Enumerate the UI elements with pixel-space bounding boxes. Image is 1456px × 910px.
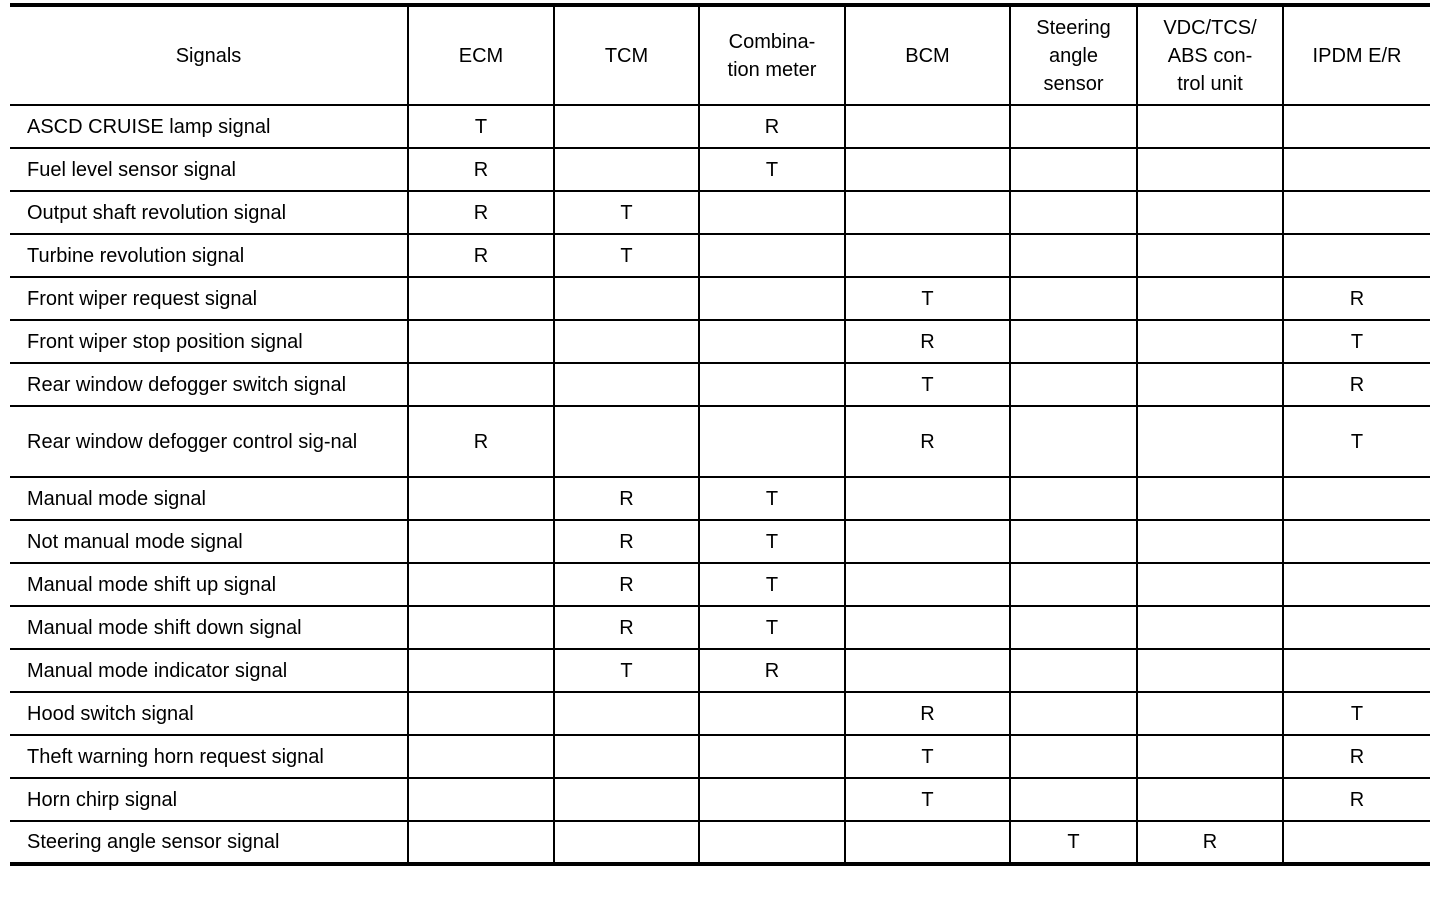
cell-bcm	[845, 105, 1010, 148]
cell-vdc	[1137, 148, 1283, 191]
cell-tcm	[554, 649, 699, 692]
role-ipdm: T	[1350, 430, 1364, 453]
signal-name: Output shaft revolution signal	[27, 201, 287, 224]
signal-name-cell	[10, 406, 408, 477]
cell-ecm	[408, 320, 554, 363]
header-steering-angle-sensor	[1010, 5, 1137, 105]
cell-ecm	[408, 148, 554, 191]
cell-meter	[699, 148, 845, 191]
cell-bcm	[845, 148, 1010, 191]
cell-steer	[1010, 649, 1137, 692]
signal-name-cell	[10, 191, 408, 234]
header-signals-line: Signals	[175, 44, 242, 67]
signal-name: Manual mode indicator signal	[27, 659, 288, 682]
cell-bcm	[845, 320, 1010, 363]
signal-name-cell	[10, 363, 408, 406]
header-steering-line-3: sensor	[1043, 72, 1104, 95]
cell-vdc	[1137, 477, 1283, 520]
cell-tcm	[554, 563, 699, 606]
table-row	[10, 277, 1430, 320]
cell-tcm	[554, 477, 699, 520]
cell-vdc	[1137, 606, 1283, 649]
signal-name: Rear window defogger control sig-nal	[27, 430, 358, 453]
header-bcm-line: BCM	[905, 44, 950, 67]
cell-ecm	[408, 563, 554, 606]
cell-ecm	[408, 606, 554, 649]
role-tcm: T	[620, 201, 633, 224]
cell-steer	[1010, 520, 1137, 563]
role-tcm: T	[620, 659, 633, 682]
header-vdc-line-2: ABS con-	[1167, 44, 1253, 67]
cell-ipdm	[1283, 148, 1430, 191]
cell-vdc	[1137, 821, 1283, 864]
cell-steer	[1010, 477, 1137, 520]
cell-ecm	[408, 406, 554, 477]
table-row	[10, 148, 1430, 191]
signal-name: Manual mode shift up signal	[27, 573, 277, 596]
cell-tcm	[554, 234, 699, 277]
cell-tcm	[554, 692, 699, 735]
signal-name-cell	[10, 692, 408, 735]
cell-steer	[1010, 406, 1137, 477]
table-row	[10, 649, 1430, 692]
header-ecm	[408, 5, 554, 105]
role-tcm: T	[620, 244, 633, 267]
role-bcm: R	[920, 702, 935, 725]
role-meter: T	[765, 530, 779, 553]
cell-meter	[699, 477, 845, 520]
role-ecm: T	[474, 115, 488, 138]
cell-steer	[1010, 692, 1137, 735]
table-row	[10, 735, 1430, 778]
signal-name-cell	[10, 649, 408, 692]
cell-steer	[1010, 148, 1137, 191]
cell-vdc	[1137, 277, 1283, 320]
signal-name-cell	[10, 563, 408, 606]
signal-name-cell	[10, 105, 408, 148]
header-combination-meter-line-2: tion meter	[727, 58, 817, 81]
cell-ecm	[408, 363, 554, 406]
cell-ecm	[408, 234, 554, 277]
cell-ipdm	[1283, 320, 1430, 363]
cell-ipdm	[1283, 191, 1430, 234]
cell-ipdm	[1283, 649, 1430, 692]
table-row	[10, 320, 1430, 363]
cell-ipdm	[1283, 406, 1430, 477]
cell-ecm	[408, 520, 554, 563]
cell-ecm	[408, 778, 554, 821]
role-ecm: R	[473, 430, 489, 453]
cell-steer	[1010, 563, 1137, 606]
cell-ipdm	[1283, 520, 1430, 563]
cell-steer	[1010, 735, 1137, 778]
signal-name: Turbine revolution signal	[27, 244, 245, 267]
can-signal-table	[10, 3, 1430, 866]
role-ipdm: T	[1350, 330, 1364, 353]
signal-name: ASCD CRUISE lamp signal	[27, 115, 271, 138]
cell-ipdm	[1283, 105, 1430, 148]
role-meter: R	[764, 659, 780, 682]
table-row	[10, 406, 1430, 477]
cell-steer	[1010, 277, 1137, 320]
cell-bcm	[845, 735, 1010, 778]
cell-tcm	[554, 520, 699, 563]
cell-tcm	[554, 277, 699, 320]
table-row	[10, 563, 1430, 606]
table-row	[10, 477, 1430, 520]
role-tcm: R	[619, 487, 634, 510]
cell-steer	[1010, 105, 1137, 148]
cell-vdc	[1137, 320, 1283, 363]
cell-ipdm	[1283, 778, 1430, 821]
header-vdc-line-1: VDC/TCS/	[1163, 16, 1257, 39]
signal-name-cell	[10, 477, 408, 520]
cell-steer	[1010, 821, 1137, 864]
role-ipdm: R	[1349, 287, 1365, 310]
cell-bcm	[845, 821, 1010, 864]
cell-meter	[699, 778, 845, 821]
signal-name-cell	[10, 234, 408, 277]
cell-steer	[1010, 320, 1137, 363]
cell-ipdm	[1283, 234, 1430, 277]
table-row	[10, 363, 1430, 406]
role-tcm: R	[619, 530, 634, 553]
header-ipdm-line: IPDM E/R	[1312, 44, 1402, 67]
cell-meter	[699, 277, 845, 320]
cell-bcm	[845, 606, 1010, 649]
header-ipdm-er	[1283, 5, 1430, 105]
cell-ipdm	[1283, 363, 1430, 406]
signal-name: Front wiper request signal	[27, 287, 258, 310]
cell-vdc	[1137, 234, 1283, 277]
cell-steer	[1010, 606, 1137, 649]
cell-ecm	[408, 477, 554, 520]
role-meter: R	[764, 115, 780, 138]
cell-meter	[699, 363, 845, 406]
role-steer: T	[1067, 831, 1080, 853]
signal-name: Fuel level sensor signal	[27, 158, 236, 181]
role-bcm: T	[921, 287, 934, 310]
cell-meter	[699, 320, 845, 363]
cell-ecm	[408, 692, 554, 735]
cell-meter	[699, 606, 845, 649]
cell-bcm	[845, 563, 1010, 606]
cell-bcm	[845, 520, 1010, 563]
cell-tcm	[554, 191, 699, 234]
signal-rows	[10, 105, 1430, 864]
cell-ipdm	[1283, 277, 1430, 320]
header-tcm	[554, 5, 699, 105]
role-bcm: T	[921, 373, 934, 396]
cell-ecm	[408, 277, 554, 320]
table-row	[10, 191, 1430, 234]
cell-ecm	[408, 821, 554, 864]
cell-ipdm	[1283, 563, 1430, 606]
role-ipdm: R	[1349, 745, 1365, 768]
cell-vdc	[1137, 191, 1283, 234]
cell-tcm	[554, 320, 699, 363]
cell-vdc	[1137, 406, 1283, 477]
cell-ipdm	[1283, 477, 1430, 520]
table-row	[10, 105, 1430, 148]
cell-bcm	[845, 406, 1010, 477]
cell-tcm	[554, 606, 699, 649]
role-ipdm: R	[1349, 788, 1365, 811]
cell-ipdm	[1283, 692, 1430, 735]
cell-bcm	[845, 234, 1010, 277]
cell-steer	[1010, 363, 1137, 406]
cell-meter	[699, 649, 845, 692]
cell-meter	[699, 234, 845, 277]
header-steering-line-1: Steering	[1036, 16, 1111, 39]
role-meter: T	[765, 573, 779, 596]
role-meter: T	[765, 487, 779, 510]
cell-ecm	[408, 735, 554, 778]
cell-meter	[699, 692, 845, 735]
header-tcm-line: TCM	[604, 44, 649, 67]
table-row	[10, 778, 1430, 821]
header-combination-meter	[699, 5, 845, 105]
cell-tcm	[554, 148, 699, 191]
header-signals	[10, 5, 408, 105]
header-ecm-line: ECM	[458, 44, 504, 67]
cell-vdc	[1137, 649, 1283, 692]
cell-ecm	[408, 649, 554, 692]
cell-bcm	[845, 692, 1010, 735]
role-ecm: R	[473, 244, 489, 267]
cell-ipdm	[1283, 606, 1430, 649]
role-meter: T	[765, 616, 779, 639]
role-bcm: R	[920, 430, 935, 453]
signal-name: Steering angle sensor signal	[27, 831, 280, 853]
cell-vdc	[1137, 520, 1283, 563]
signal-name: Manual mode signal	[27, 487, 206, 510]
cell-meter	[699, 406, 845, 477]
cell-vdc	[1137, 778, 1283, 821]
signal-name-cell	[10, 606, 408, 649]
table-row	[10, 234, 1430, 277]
table-row	[10, 520, 1430, 563]
cell-tcm	[554, 778, 699, 821]
signal-name: Hood switch signal	[27, 702, 194, 725]
signal-table-sheet	[10, 3, 1430, 866]
cell-tcm	[554, 735, 699, 778]
cell-tcm	[554, 363, 699, 406]
cell-vdc	[1137, 735, 1283, 778]
role-ipdm: T	[1350, 702, 1364, 725]
cell-ipdm	[1283, 821, 1430, 864]
cell-vdc	[1137, 363, 1283, 406]
role-ipdm: R	[1349, 373, 1365, 396]
role-tcm: R	[619, 616, 634, 639]
header-steering-line-2: angle	[1049, 44, 1098, 67]
table-row	[10, 606, 1430, 649]
cell-bcm	[845, 191, 1010, 234]
role-meter: T	[765, 158, 779, 181]
cell-ipdm	[1283, 735, 1430, 778]
header-vdc-tcs-abs	[1137, 5, 1283, 105]
header-combination-meter-line-1: Combina-	[728, 30, 816, 53]
header-bcm	[845, 5, 1010, 105]
signal-name-cell	[10, 520, 408, 563]
cell-meter	[699, 735, 845, 778]
role-ecm: R	[473, 201, 489, 224]
role-bcm: T	[921, 788, 934, 811]
cell-steer	[1010, 234, 1137, 277]
cell-steer	[1010, 778, 1137, 821]
cell-meter	[699, 563, 845, 606]
cell-bcm	[845, 649, 1010, 692]
cell-vdc	[1137, 692, 1283, 735]
cell-tcm	[554, 105, 699, 148]
header-row	[10, 5, 1430, 105]
cell-ecm	[408, 191, 554, 234]
cell-meter	[699, 105, 845, 148]
cell-meter	[699, 520, 845, 563]
signal-name-cell	[10, 320, 408, 363]
cell-tcm	[554, 406, 699, 477]
table-row	[10, 821, 1430, 864]
role-vdc: R	[1202, 831, 1218, 853]
signal-name-cell	[10, 821, 408, 864]
signal-name: Rear window defogger switch signal	[27, 373, 347, 396]
cell-tcm	[554, 821, 699, 864]
cell-vdc	[1137, 105, 1283, 148]
table-row	[10, 692, 1430, 735]
signal-name-cell	[10, 778, 408, 821]
cell-ecm	[408, 105, 554, 148]
cell-bcm	[845, 778, 1010, 821]
signal-name: Front wiper stop position signal	[27, 330, 303, 353]
signal-name: Horn chirp signal	[27, 788, 178, 811]
role-ecm: R	[473, 158, 489, 181]
cell-meter	[699, 821, 845, 864]
role-bcm: T	[921, 745, 934, 768]
signal-name-cell	[10, 277, 408, 320]
signal-name: Theft warning horn request signal	[27, 745, 324, 768]
cell-bcm	[845, 363, 1010, 406]
signal-name: Manual mode shift down signal	[27, 616, 302, 639]
cell-bcm	[845, 477, 1010, 520]
signal-name-cell	[10, 148, 408, 191]
signal-name: Not manual mode signal	[27, 530, 243, 553]
role-tcm: R	[619, 573, 634, 596]
cell-meter	[699, 191, 845, 234]
cell-bcm	[845, 277, 1010, 320]
signal-name-cell	[10, 735, 408, 778]
cell-vdc	[1137, 563, 1283, 606]
role-bcm: R	[920, 330, 935, 353]
header-vdc-line-3: trol unit	[1177, 72, 1243, 95]
cell-steer	[1010, 191, 1137, 234]
